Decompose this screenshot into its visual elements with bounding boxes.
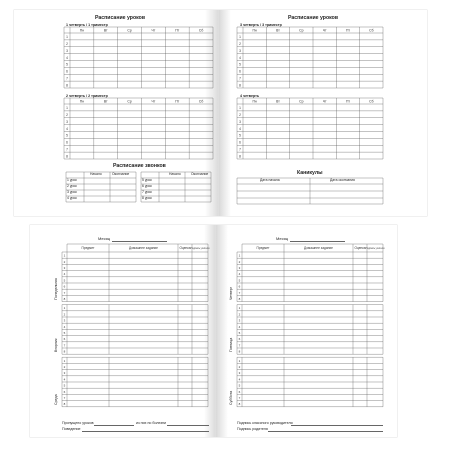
- month-line-right[interactable]: [290, 241, 345, 242]
- day-header: Чт: [151, 99, 156, 104]
- day-header: Пн: [252, 28, 257, 33]
- lesson-number: 4: [239, 126, 241, 131]
- day-header: Сб: [369, 99, 374, 104]
- day-header: Ср: [127, 99, 132, 104]
- row-number: 1: [238, 306, 241, 311]
- day-header: Пт: [175, 99, 180, 104]
- row-number: 3: [238, 266, 241, 271]
- row-number: 5: [238, 331, 241, 336]
- row-number: 7: [63, 396, 66, 401]
- month-label-right: Месяц: [276, 236, 289, 241]
- day-header: Сб: [369, 28, 374, 33]
- row-number: 1: [238, 253, 241, 258]
- diary-day-label: Суббота: [229, 390, 233, 405]
- lesson-number: 7: [66, 76, 68, 81]
- bell-lesson-label: 1 урок: [67, 178, 77, 182]
- lesson-number: 5: [66, 62, 68, 67]
- diary-col-header: Домашнее задание: [129, 245, 158, 250]
- lesson-number: 5: [66, 133, 68, 138]
- diary-day-label: Вторник: [54, 338, 58, 353]
- row-number: 3: [63, 318, 66, 323]
- diary-day-label: Четверг: [229, 286, 233, 300]
- day-header: Сб: [198, 28, 204, 33]
- row-number: 1: [238, 358, 241, 363]
- lesson-number: 8: [239, 154, 241, 159]
- row-number: 2: [238, 312, 241, 317]
- quarter-label-1: 1 четверть / 1 триместр: [66, 23, 108, 27]
- row-number: 2: [63, 365, 66, 370]
- diary-day-label: Понедельник: [54, 277, 58, 300]
- lesson-number: 6: [66, 140, 68, 145]
- row-number: 5: [238, 383, 241, 388]
- day-header: Вт: [103, 28, 108, 33]
- lesson-number: 4: [239, 55, 241, 60]
- holidays-col-end: Дата окончания: [330, 178, 355, 182]
- bell-lesson-label: 5 урок: [142, 178, 152, 182]
- row-number: 7: [238, 396, 241, 401]
- row-number: 7: [238, 343, 241, 348]
- lesson-number: 8: [66, 83, 68, 88]
- lesson-number: 5: [239, 62, 241, 67]
- parent-sign-label: Подпись родителя: [237, 427, 268, 431]
- row-number: 8: [238, 349, 241, 354]
- day-header: Пт: [346, 99, 350, 104]
- diary-col-header: Оценка: [354, 245, 366, 250]
- lesson-number: 7: [66, 147, 68, 152]
- lesson-number: 2: [66, 42, 68, 47]
- behaviour-label: Поведение: [62, 427, 81, 431]
- diary-col-header: Предмет: [256, 245, 270, 250]
- day-header: Пт: [175, 28, 180, 33]
- bottom-right-page-shadow: [216, 225, 228, 437]
- lesson-number: 6: [66, 69, 68, 74]
- day-header: Пн: [79, 28, 85, 33]
- day-header: Вт: [276, 28, 280, 33]
- lesson-number: 8: [239, 83, 241, 88]
- day-header: Сб: [198, 99, 204, 104]
- bell-lesson-label: 4 урок: [67, 196, 77, 200]
- row-number: 7: [63, 343, 66, 348]
- diary-col-header: Оценка: [179, 245, 191, 250]
- row-number: 3: [238, 371, 241, 376]
- diary-col-header: Домашнее задание: [304, 245, 333, 250]
- quarter-label-3: 3 четверть / 3 триместр: [240, 23, 282, 27]
- teacher-sign-line[interactable]: [291, 425, 383, 426]
- lesson-number: 2: [239, 113, 241, 118]
- bells-col-end-2: Окончание: [191, 172, 209, 176]
- day-header: Чт: [151, 28, 156, 33]
- lesson-number: 3: [66, 119, 68, 124]
- lesson-number: 1: [239, 35, 241, 40]
- row-number: 4: [238, 324, 241, 329]
- illness-line[interactable]: [167, 425, 209, 426]
- day-header: Чт: [322, 99, 327, 104]
- month-label-left: Месяц: [98, 236, 111, 241]
- row-number: 1: [63, 306, 66, 311]
- row-number: 3: [238, 318, 241, 323]
- lesson-number: 4: [66, 126, 68, 131]
- bell-lesson-label: 7 урок: [142, 190, 152, 194]
- lesson-number: 4: [66, 55, 68, 60]
- row-number: 8: [63, 402, 66, 407]
- quarter-label-2: 2 четверть / 2 триместр: [66, 94, 108, 98]
- diary-col-header: Предмет: [81, 245, 95, 250]
- day-header: Пн: [252, 99, 257, 104]
- parent-sign-line[interactable]: [268, 431, 383, 432]
- day-header: Ср: [299, 99, 304, 104]
- row-number: 4: [238, 272, 241, 277]
- lesson-number: 6: [239, 140, 241, 145]
- row-number: 2: [63, 259, 66, 264]
- bells-title: Расписание звонков: [113, 163, 166, 169]
- bell-lesson-label: 2 урок: [67, 184, 77, 188]
- schedule-grid-lines: [237, 98, 383, 159]
- row-number: 5: [63, 278, 66, 283]
- row-number: 5: [63, 383, 66, 388]
- day-header: Чт: [322, 28, 327, 33]
- row-number: 2: [238, 259, 241, 264]
- day-header: Ср: [299, 28, 304, 33]
- day-header: Вт: [103, 99, 108, 104]
- row-number: 4: [63, 377, 66, 382]
- holidays-col-start: Дата начала: [260, 178, 280, 182]
- illness-label: из них по болезни: [136, 421, 167, 425]
- row-number: 8: [238, 402, 241, 407]
- day-header: Пн: [79, 99, 85, 104]
- quarter-label-4: 4 четверть: [240, 94, 260, 98]
- bell-lesson-label: 8 урок: [142, 196, 152, 200]
- schedule-grid-lines: [64, 27, 213, 88]
- row-number: 4: [63, 272, 66, 277]
- diary-grid-lines: [237, 244, 383, 407]
- row-number: 3: [63, 371, 66, 376]
- schedule-title-right: Расписание уроков: [288, 15, 339, 21]
- row-number: 8: [63, 297, 66, 302]
- lesson-number: 1: [239, 106, 241, 111]
- schedule-grid-lines: [237, 27, 383, 88]
- row-number: 8: [63, 349, 66, 354]
- bell-lesson-label: 6 урок: [142, 184, 152, 188]
- bells-col-end-1: Окончание: [112, 172, 130, 176]
- bells-col-start-1: Начало: [90, 172, 102, 176]
- schedule-grid-lines: [64, 98, 213, 159]
- row-number: 1: [63, 253, 66, 258]
- month-line-left[interactable]: [112, 241, 167, 242]
- lesson-number: 7: [239, 147, 241, 152]
- bell-lesson-label: 3 урок: [67, 190, 77, 194]
- lesson-number: 3: [239, 48, 241, 53]
- diary-grid-lines: [62, 244, 208, 407]
- lesson-number: 1: [66, 106, 68, 111]
- lesson-number: 7: [239, 76, 241, 81]
- row-number: 6: [238, 389, 241, 394]
- top-right-page-shadow: [219, 10, 231, 216]
- lesson-number: 8: [66, 154, 68, 159]
- missed-label: Пропущено уроков: [62, 421, 94, 425]
- schedule-title-left: Расписание уроков: [95, 15, 146, 21]
- row-number: 6: [238, 284, 241, 289]
- row-number: 4: [238, 377, 241, 382]
- row-number: 2: [63, 312, 66, 317]
- row-number: 6: [238, 337, 241, 342]
- missed-line[interactable]: [94, 425, 134, 426]
- row-number: 5: [63, 331, 66, 336]
- day-header: Ср: [127, 28, 132, 33]
- row-number: 7: [238, 290, 241, 295]
- row-number: 3: [63, 266, 66, 271]
- row-number: 4: [63, 324, 66, 329]
- row-number: 6: [63, 389, 66, 394]
- diary-col-header: Подпись учителя: [190, 246, 210, 250]
- row-number: 1: [63, 358, 66, 363]
- lesson-number: 2: [239, 42, 241, 47]
- bells-col-start-2: Начало: [169, 172, 181, 176]
- holidays-table: [237, 178, 383, 204]
- row-number: 8: [238, 297, 241, 302]
- day-header: Вт: [276, 99, 280, 104]
- lesson-number: 6: [239, 69, 241, 74]
- bells-table: [66, 172, 211, 202]
- lesson-number: 1: [66, 35, 68, 40]
- row-number: 6: [63, 337, 66, 342]
- lesson-number: 3: [66, 48, 68, 53]
- row-number: 2: [238, 365, 241, 370]
- row-number: 5: [238, 278, 241, 283]
- diary-day-label: Пятница: [229, 337, 233, 353]
- day-header: Пт: [346, 28, 350, 33]
- behaviour-line[interactable]: [82, 431, 209, 432]
- row-number: 6: [63, 284, 66, 289]
- lesson-number: 2: [66, 113, 68, 118]
- row-number: 7: [63, 290, 66, 295]
- lesson-number: 3: [239, 119, 241, 124]
- teacher-sign-label: Подпись классного руководителя: [237, 421, 293, 425]
- lesson-number: 5: [239, 133, 241, 138]
- holidays-title: Каникулы: [297, 170, 323, 176]
- diary-col-header: Подпись учителя: [365, 246, 385, 250]
- diary-day-label: Среда: [54, 394, 58, 405]
